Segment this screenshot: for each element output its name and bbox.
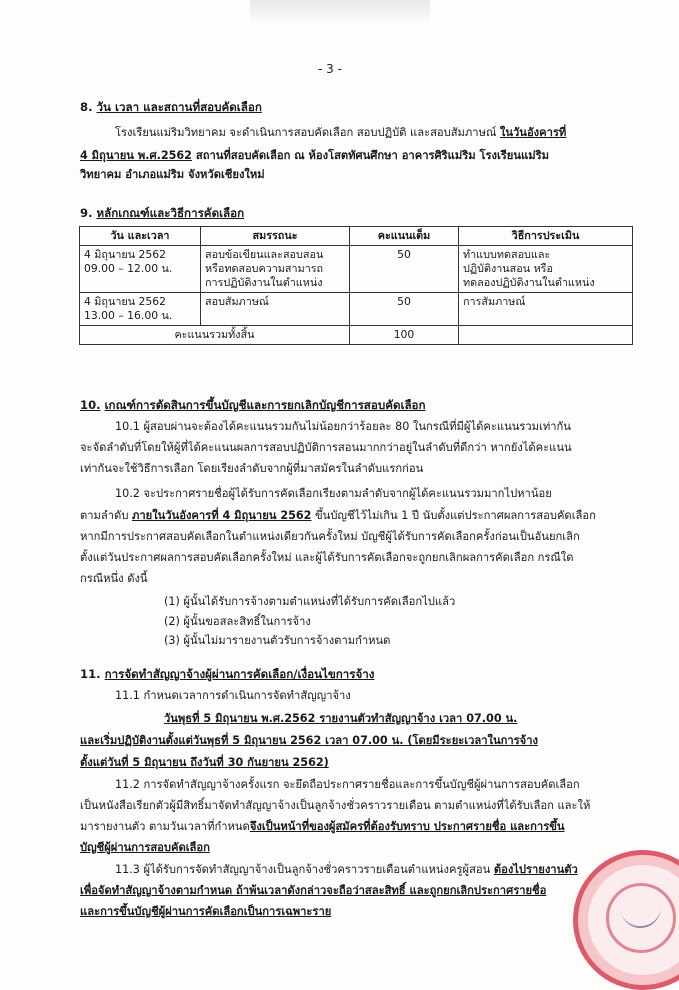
table-header-cell: วัน และเวลา [80,227,201,246]
date-text: 4 มิถุนายน 2562 [84,295,167,308]
para-10-1-line-1: 10.1 ผู้สอบผ่านจะต้องได้คะแนนรวมกันไม่น้อยกว่าร้อยละ 80 ในกรณีที่มีผู้ได้คะแนนรวมเท่ากัน [115,420,571,433]
contract-date-line-3: ตั้งแต่วันที่ 5 มิถุนายน ถึงวันที่ 30 กันยายน 2562) [80,756,329,769]
section-8-line-1 [115,126,566,140]
scan-shadow [250,0,430,24]
exam-location: สถานที่สอบคัดเลือก ณ ห้องโสตทัศนศึกษา อาคารศิริแม่ริม โรงเรียนแม่ริม [191,149,549,162]
para-11-1: 11.1 กำหนดเวลาการดำเนินการจัดทำสัญญาจ้าง [115,689,351,702]
score-cell: 50 [350,246,459,293]
evaluation-cell [459,246,633,293]
section-10-heading [80,398,426,412]
table-header-cell: คะแนนเต็ม [350,227,459,246]
para-11-2-line-3 [80,820,565,834]
table-total-row [80,326,633,345]
section-9-number: 9. [80,206,93,220]
section-8-title: วัน เวลา และสถานที่สอบคัดเลือก [96,100,262,114]
section-10-title: เกณฑ์การตัดสินการขึ้นบัญชีและการยกเลิกบัญชีการสอบคัดเลือก [104,398,426,412]
section-8-line-3: วิทยาคม อำเภอแม่ริม จังหวัดเชียงใหม่ [80,168,265,181]
section-11-heading [80,667,374,681]
text-span: ตามลำดับ [80,509,132,522]
evaluation-cell: การสัมภาษณ์ [459,293,633,326]
table-row [80,293,633,326]
total-value: 100 [350,326,459,345]
competency-text: หรือทดสอบความสามารถ [205,262,324,275]
exam-day-emphasis: ในวันอังคารที่ [499,126,567,139]
table-row [80,246,633,293]
list-item: (3) ผู้นั้นไม่มารายงานตัวรับการจ้างตามกำหนด [164,634,391,647]
time-text: 09.00 – 12.00 น. [84,262,173,275]
text-span: ขึ้นบัญชีไว้ไม่เกิน 1 ปี นับตั้งแต่ประกาศผลการสอบคัดเลือก [311,509,596,522]
time-text: 13.00 – 16.00 น. [84,309,173,322]
contract-date-line-1: วันพุธที่ 5 มิถุนายน พ.ศ.2562 รายงานตัวทำสัญญาจ้าง เวลา 07.00 น. [164,712,518,725]
section-11-title: การจัดทำสัญญาจ้างผู้ผ่านการคัดเลือก/เงื่อนไขการจ้าง [104,667,375,681]
section-8-heading [80,100,262,114]
empty-cell [459,326,633,345]
competency-cell [201,246,350,293]
para-10-2-line-3: หากมีการประกาศสอบคัดเลือกในตำแหน่งเดียวกันครั้งใหม่ บัญชีผู้ได้รับการคัดเลือกครั้งก่อนเป็นอันยกเลิก [80,530,580,543]
table-header-row [80,227,633,246]
para-11-2-line-2: เป็นหนังสือเรียกตัวผู้มีสิทธิ์มาจัดทำสัญญาจ้างเป็นลูกจ้างชั่วคราวรายเดือน ตามตำแหน่งที่ได้รับเลือก และให้ [80,799,591,812]
list-item: (2) ผู้นั้นขอสละสิทธิ์ในการจ้าง [164,615,311,628]
competency-text: สอบข้อเขียนและสอบสอน [205,248,324,261]
para-11-3-line-2: เพื่อจัดทำสัญญาจ้างตามกำหนด ถ้าพ้นเวลาดังกล่าวจะถือว่าสละสิทธิ์ และถูกยกเลิกประกาศรายชื่อ [80,884,547,897]
section-9-heading [80,206,244,220]
duty-emphasis: จึงเป็นหน้าที่ของผู้สมัครที่ต้องรับทราบ ประกาศรายชื่อ และการขึ้น [249,820,565,833]
competency-text: การปฏิบัติงานในตำแหน่ง [205,276,323,289]
section-10-number: 10. [80,398,101,412]
para-11-2-line-1: 11.2 การจัดทำสัญญาจ้างครั้งแรก จะยึดถือประกาศรายชื่อและการขึ้นบัญชีผู้ผ่านการสอบคัดเลือก [115,778,580,791]
list-item: (1) ผู้นั้นได้รับการจ้างตามตำแหน่งที่ได้รับการคัดเลือกไปแล้ว [164,595,456,608]
para-10-1-line-2: จะจัดลำดับที่โดยให้ผู้ที่ได้คะแนนผลการสอบปฏิบัติการสอนมากกว่าอยู่ในลำดับที่ดีกว่า หากยังได้คะแนน [80,441,572,454]
para-10-2-line-1: 10.2 จะประกาศรายชื่อผู้ได้รับการคัดเลือกเรียงตามลำดับจากผู้ได้คะแนนรวมมากไปหาน้อย [115,487,552,500]
date-text: 4 มิถุนายน 2562 [84,248,167,261]
total-label: คะแนนรวมทั้งสิ้น [80,326,350,345]
para-10-2-line-4: ตั้งแต่วันประกาศผลการสอบคัดเลือกครั้งใหม่ และผู้ได้รับการคัดเลือกจะถูกยกเลิกผลการคัดเลือก กรณีใด [80,551,574,564]
report-emphasis: ต้องไปรายงานตัว [493,863,578,876]
para-11-3-line-3: และการขึ้นบัญชีผู้ผ่านการคัดเลือกเป็นการเฉพาะราย [80,905,332,918]
criteria-table [79,226,633,345]
evaluation-text: ทดลองปฏิบัติงานในตำแหน่ง [463,276,595,289]
text-span: มารายงานตัว ตามวันเวลาที่กำหนด [80,820,250,833]
section-9-title: หลักเกณฑ์และวิธีการคัดเลือก [96,206,245,220]
section-8-line-2 [80,149,549,163]
text-span: 11.3 ผู้ได้รับการจัดทำสัญญาจ้างเป็นลูกจ้างชั่วคราวรายเดือนตำแหน่งครูผู้สอน [115,863,494,876]
contract-date-line-2: และเริ่มปฏิบัติงานตั้งแต่วันพุธที่ 5 มิถุนายน 2562 เวลา 07.00 น. (โดยมีระยะเวลาในการจ้าง [80,734,538,747]
table-header-cell: วิธีการประเมิน [459,227,633,246]
evaluation-text: ปฏิบัติงานสอน หรือ [463,262,553,275]
para-10-2-line-5: กรณีหนึ่ง ดังนี้ [80,572,148,585]
para-10-1-line-3: เท่ากันจะใช้วิธีการเลือก โดยเรียงลำดับจากผู้ที่มาสมัครในลำดับแรกก่อน [80,462,424,475]
exam-date-emphasis: 4 มิถุนายน พ.ศ.2562 [80,149,192,162]
table-header-cell: สมรรถนะ [201,227,350,246]
date-cell [80,293,201,326]
para-11-2-line-4: บัญชีผู้ผ่านการสอบคัดเลือก [80,841,210,854]
page-number: - 3 - [318,62,342,76]
text-span: โรงเรียนแม่ริมวิทยาคม จะดำเนินการสอบคัดเลือก สอบปฏิบัติ และสอบสัมภาษณ์ [115,126,500,139]
date-cell [80,246,201,293]
para-10-2-line-2 [80,509,596,523]
competency-cell: สอบสัมภาษณ์ [201,293,350,326]
announce-date-emphasis: ภายในวันอังคารที่ 4 มิถุนายน 2562 [131,509,312,522]
section-11-number: 11. [80,667,101,681]
score-cell: 50 [350,293,459,326]
evaluation-text: ทำแบบทดสอบและ [463,248,551,261]
section-8-number: 8. [80,100,93,114]
para-11-3-line-1 [115,863,578,877]
